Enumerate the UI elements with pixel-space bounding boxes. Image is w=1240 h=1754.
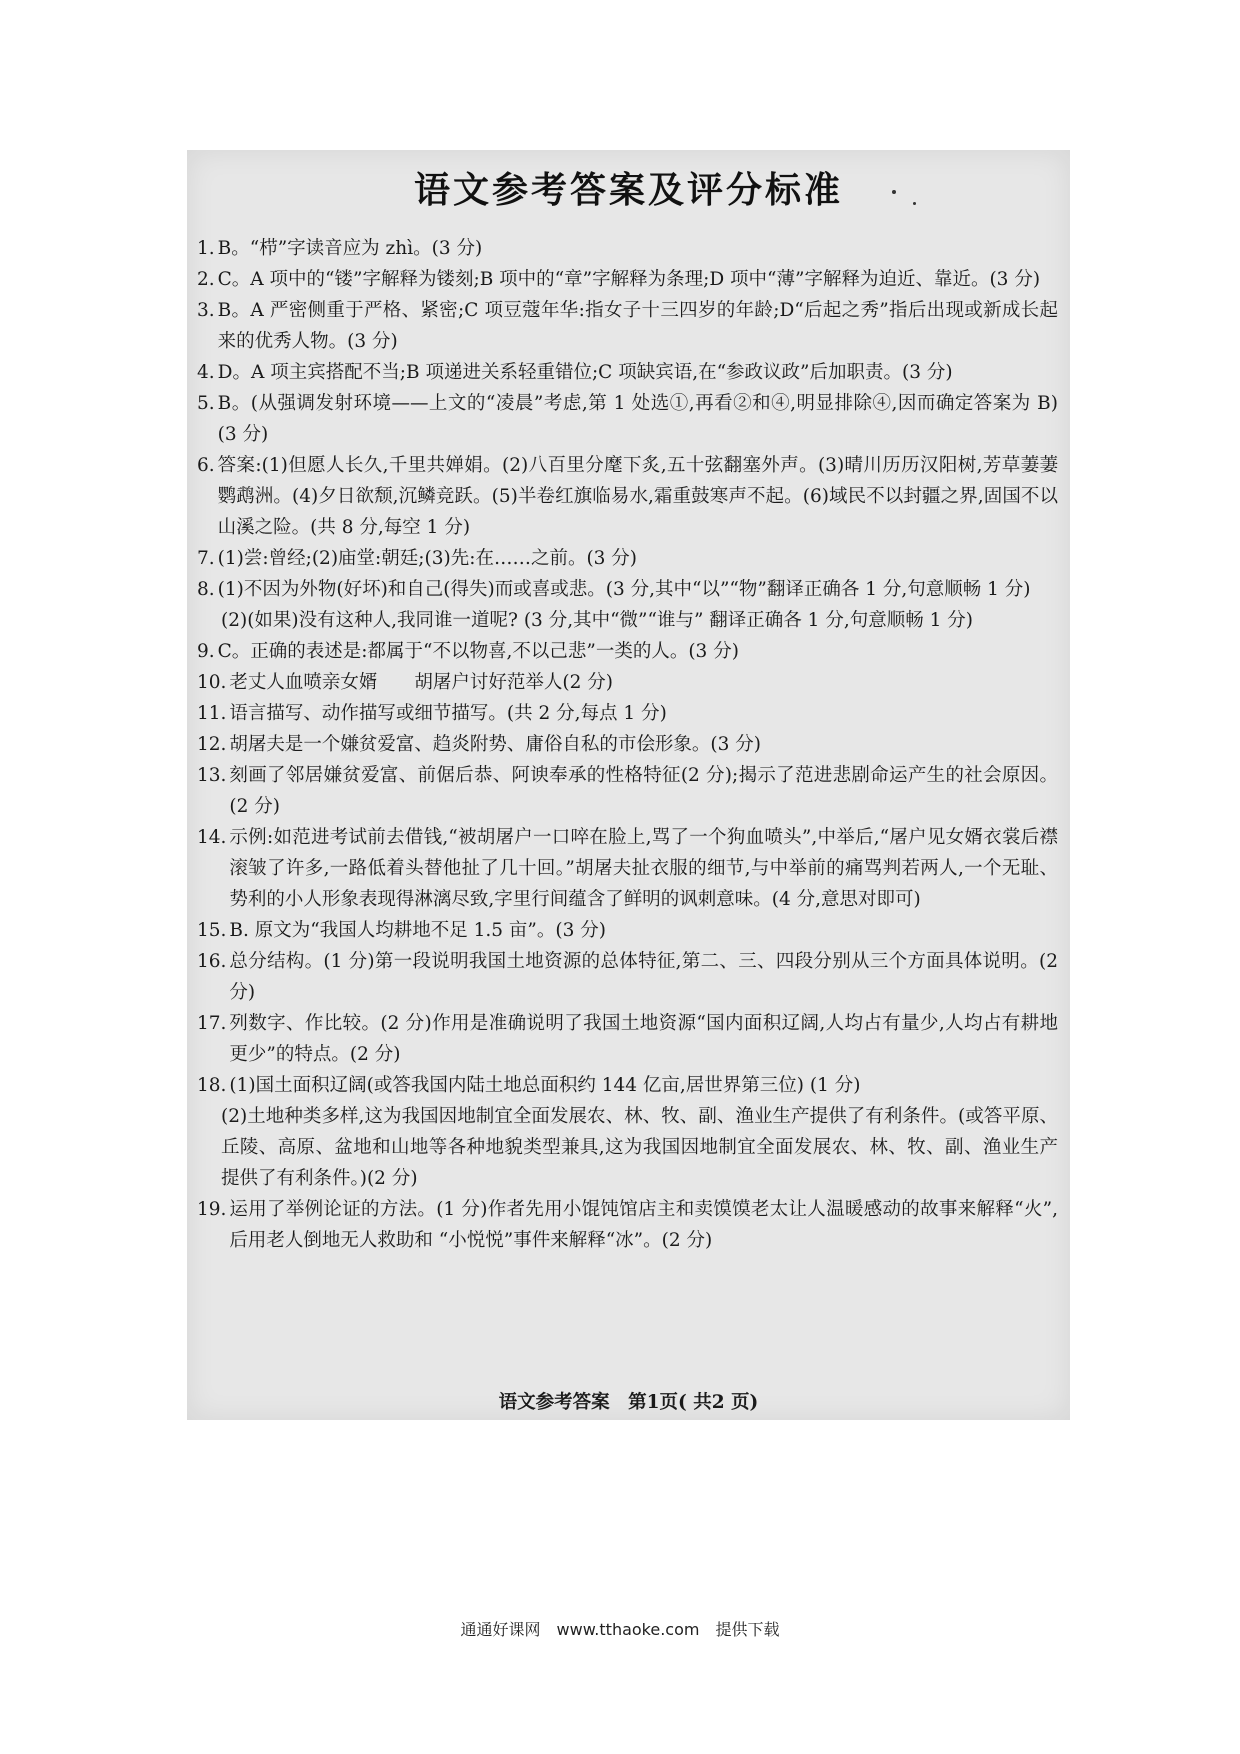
answer-number: 18. — [197, 1075, 227, 1096]
answer-text: D。A 项主宾搭配不当;B 项递进关系轻重错位;C 项缺宾语,在“参政议政”后加职责。(3 分) — [217, 362, 953, 383]
answer-number: 16. — [197, 951, 227, 972]
answer-item — [197, 636, 1058, 667]
answer-text: B. 原文为“我国人均耕地不足 1.5 亩”。(3 分) — [229, 920, 606, 941]
answer-text: 刻画了邻居嫌贫爱富、前倨后恭、阿谀奉承的性格特征(2 分);揭示了范进悲剧命运产生的社会原因。(2 分) — [229, 765, 1058, 817]
answer-number: 13. — [197, 765, 227, 786]
answer-item — [197, 295, 1058, 357]
answer-item — [197, 698, 1058, 729]
answer-number: 12. — [197, 734, 227, 755]
scan-speck — [892, 190, 896, 194]
answer-number: 4. — [197, 362, 215, 383]
answer-number: 2. — [197, 269, 215, 290]
answer-text: B。A 严密侧重于严格、紧密;C 项豆蔻年华:指女子十三四岁的年龄;D“后起之秀”指后出现或新成长起来的优秀人物。(3 分) — [217, 300, 1058, 352]
scanned-answer-sheet — [187, 150, 1070, 1420]
answer-item — [197, 233, 1058, 264]
answer-item — [197, 574, 1058, 605]
answer-number: 6. — [197, 455, 215, 476]
answer-item — [197, 760, 1058, 822]
answer-item — [197, 1008, 1058, 1070]
page-footer: 语文参考答案 第1页( 共2 页) — [498, 1392, 759, 1413]
answer-item — [197, 946, 1058, 1008]
answer-text: C。正确的表述是:都属于“不以物喜,不以己悲”一类的人。(3 分) — [217, 641, 739, 662]
answer-text: B。“栉”字读音应为 zhì。(3 分) — [217, 238, 483, 259]
answer-text: (1)尝:曾经;(2)庙堂:朝廷;(3)先:在……之前。(3 分) — [217, 548, 638, 569]
answer-item — [197, 1194, 1058, 1256]
answer-number: 10. — [197, 672, 227, 693]
answer-item — [197, 729, 1058, 760]
document-title: 语文参考答案及评分标准 — [413, 169, 843, 211]
answer-text: 列数字、作比较。(2 分)作用是准确说明了我国土地资源“国内面积辽阔,人均占有量少,人均占有耕地更少”的特点。(2 分) — [229, 1013, 1058, 1065]
answer-subitem: (2)土地种类多样,这为我国因地制宜全面发展农、林、牧、副、渔业生产提供了有利条件。(或答平原、丘陵、高原、盆地和山地等各种地貌类型兼具,这为我国因地制宜全面发展农、林、牧、副、渔业生产提供了有利条件。)(2 分) — [221, 1106, 1058, 1189]
answer-number: 17. — [197, 1013, 227, 1034]
answer-item — [197, 543, 1058, 574]
answer-text: 示例:如范进考试前去借钱,“被胡屠户一口啐在脸上,骂了一个狗血喷头”,中举后,“屠户见女婿衣裳后襟滚皱了许多,一路低着头替他扯了几十回。”胡屠夫扯衣服的细节,与中举前的痛骂判若两人,一个无耻、势利的小人形象表现得淋漓尽致,字里行间蕴含了鲜明的讽刺意味。(4 分,意思对即可) — [229, 827, 1058, 910]
answer-item — [197, 915, 1058, 946]
answer-text: 总分结构。(1 分)第一段说明我国土地资源的总体特征,第二、三、四段分别从三个方面具体说明。(2 分) — [229, 951, 1058, 1003]
answer-text: (1)不因为外物(好坏)和自己(得失)而或喜或悲。(3 分,其中“以”“物”翻译正确各 1 分,句意顺畅 1 分) — [217, 579, 1031, 600]
answer-number: 15. — [197, 920, 227, 941]
answer-text: 老丈人血喷亲女婿 胡屠户讨好范举人(2 分) — [229, 672, 614, 693]
answer-number: 8. — [197, 579, 215, 600]
answer-text: 运用了举例论证的方法。(1 分)作者先用小馄饨馆店主和卖馍馍老太让人温暖感动的故事来解释“火”,后用老人倒地无人救助和 “小悦悦”事件来解释“冰”。(2 分) — [229, 1199, 1058, 1251]
answer-number: 19. — [197, 1199, 227, 1220]
answer-number: 14. — [197, 827, 227, 848]
answer-text: (1)国土面积辽阔(或答我国内陆土地总面积约 144 亿亩,居世界第三位) (1 分) — [229, 1075, 861, 1096]
answer-subitem: (2)(如果)没有这种人,我同谁一道呢? (3 分,其中“微”“谁与” 翻译正确各 1 分,句意顺畅 1 分) — [221, 610, 973, 631]
answer-text: 胡屠夫是一个嫌贫爱富、趋炎附势、庸俗自私的市侩形象。(3 分) — [229, 734, 762, 755]
source-credit: 通通好课网 www.tthaoke.com 提供下载 — [460, 1620, 780, 1639]
answer-item — [197, 264, 1058, 295]
answer-text: 语言描写、动作描写或细节描写。(共 2 分,每点 1 分) — [229, 703, 667, 724]
answer-item — [197, 667, 1058, 698]
answer-item — [197, 357, 1058, 388]
answer-number: 9. — [197, 641, 215, 662]
answer-list — [197, 233, 1058, 1256]
answer-number: 11. — [197, 703, 227, 724]
answer-number: 1. — [197, 238, 215, 259]
scan-speck — [913, 202, 916, 205]
answer-number: 5. — [197, 393, 215, 414]
answer-text: B。(从强调发射环境——上文的“凌晨”考虑,第 1 处选①,再看②和④,明显排除④,因而确定答案为 B) (3 分) — [217, 393, 1058, 445]
answer-item — [197, 388, 1058, 450]
answer-number: 7. — [197, 548, 215, 569]
answer-item — [197, 450, 1058, 543]
answer-item — [197, 1070, 1058, 1101]
answer-text: C。A 项中的“镂”字解释为镂刻;B 项中的“章”字解释为条理;D 项中“薄”字解释为迫近、靠近。(3 分) — [217, 269, 1041, 290]
answer-number: 3. — [197, 300, 215, 321]
answer-item — [197, 822, 1058, 915]
answer-text: 答案:(1)但愿人长久,千里共婵娟。(2)八百里分麾下炙,五十弦翻塞外声。(3)晴川历历汉阳树,芳草萋萋鹦鹉洲。(4)夕日欲颓,沉鳞竞跃。(5)半卷红旗临易水,霜重鼓寒声不起。(6)域民不以封疆之界,固国不以山溪之险。(共 8 分,每空 1 分) — [217, 455, 1058, 538]
